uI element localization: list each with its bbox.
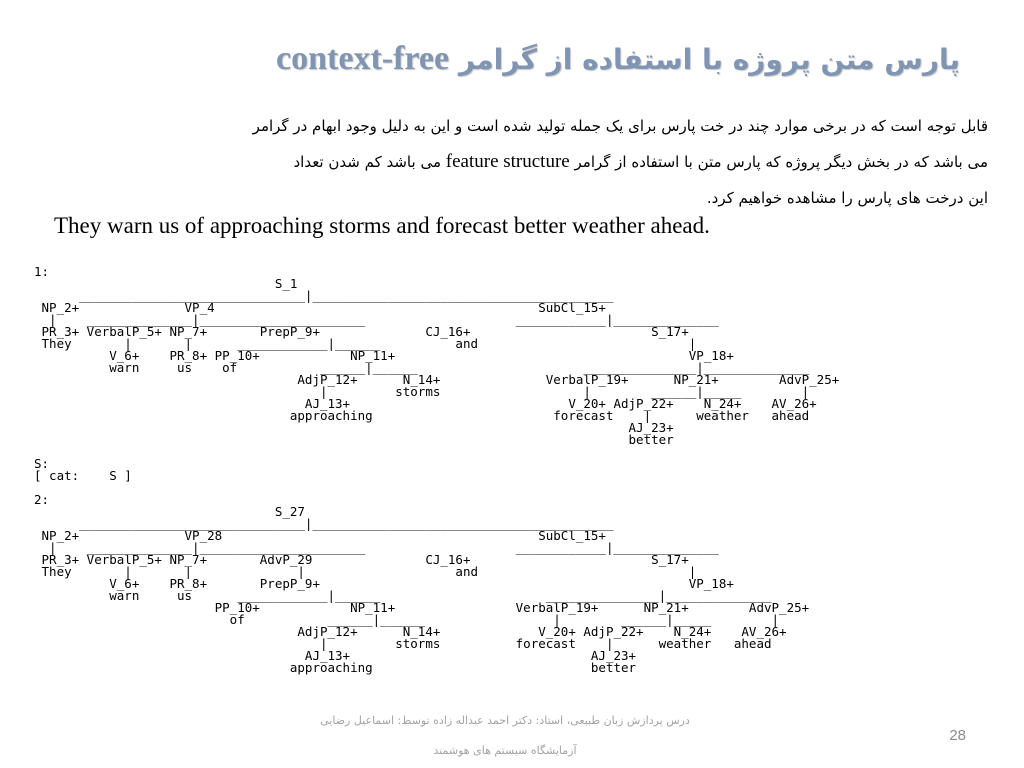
paragraph-line-2-latin: feature structure [445, 151, 570, 172]
slide-title-persian: پارس متن پروژه با استفاده از گرامر [458, 43, 960, 76]
example-sentence: They warn us of approaching storms and forecast better weather ahead. [54, 213, 710, 238]
description-paragraph [30, 108, 988, 216]
paragraph-line-3: این درخت های پارس را مشاهده خواهیم کرد. [706, 189, 988, 207]
parse-tree-output: 1: S_1 ______________________________|________________________________________ NP_2+ VP_4 SubCl_15+ | ______________|______________________ ____________|______________ PR_3+ VerbalP_5+ NP_7+ PrepP_9+ CJ_16+ S_17+ They | | ____________|______ and | V_6+ PR_8+ PP_10+ NP_11+ VP_18+ warn us of ______|______ _______________|______________ AdjP_12+ N_14+ VerbalP_19+ NP_21+ AdvP_25+ | storms | ______|_____ | AJ_13+ V_20+ AdjP_22+ N_24+ AV_26+ approaching forecast | weather ahead AJ_23+ better S: [ cat: S ] 2: S_27 ______________________________|________________________________________ NP_2+ VP_28 SubCl_15+ | ______________|______________________ ____________|______________ PR_3+ VerbalP_5+ NP_7+ AdvP_29 CJ_16+ S_17+ They | | | and | V_6+ PR_8+ PrepP_9+ VP_18+ warn us ____________|______ _______________|______________ PP_10+ NP_11+ VerbalP_19+ NP_21+ AdvP_25+ of ______|______ | ______|_____ | AdjP_12+ N_14+ V_20+ AdjP_22+ N_24+ AV_26+ | storms forecast | weather ahead AJ_13+ AJ_23+ approaching better [34, 264, 840, 675]
footer-course-line: درس پردازش زبان طبیعی، استاد: دکتر احمد عبداله زاده توسط: اسماعیل رضایی [320, 714, 690, 727]
slide-title [0, 40, 960, 78]
paragraph-line-2-post: می باشد کم شدن تعداد [293, 153, 441, 171]
paragraph-line-2 [30, 144, 988, 180]
footer-lab-line: آزمایشگاه سیستم های هوشمند [433, 744, 577, 757]
slide-title-latin: context-free [276, 40, 450, 77]
paragraph-line-1: قابل توجه است که در برخی موارد چند در خت پارس برای یک جمله تولید شده است و این به دلیل وجود ابهام در گرامر [252, 117, 988, 135]
page-number: 28 [949, 727, 966, 744]
paragraph-line-2-pre: می باشد که در بخش دیگر پروژه که پارس متن با استفاده از گرامر [574, 153, 988, 171]
